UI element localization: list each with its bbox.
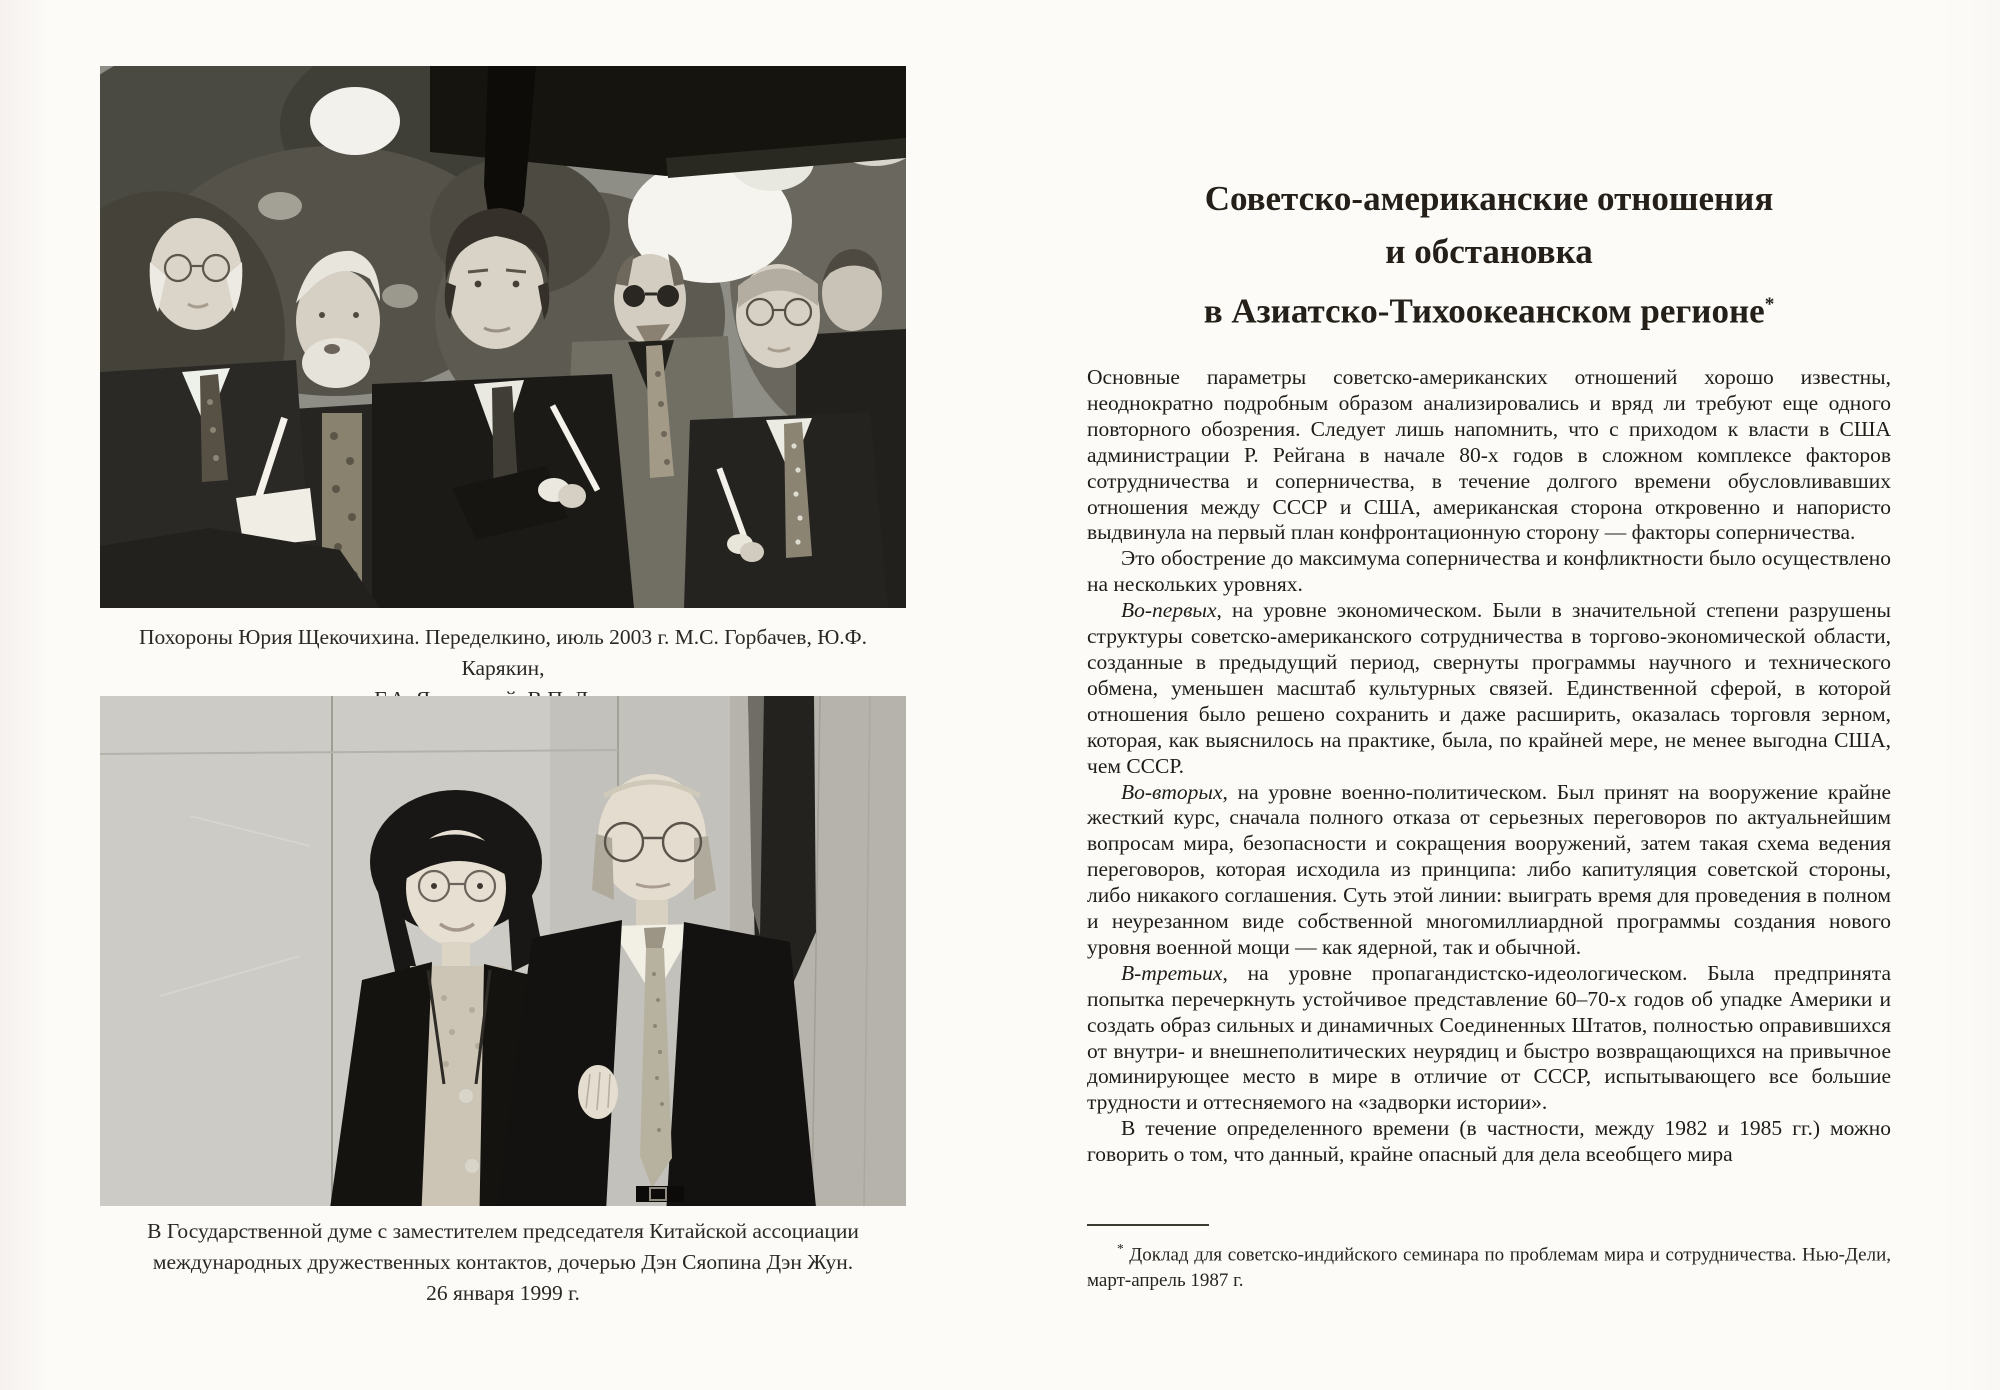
caption-line: В Государственной думе с заместителем председателя Китайской ассоциации [147, 1219, 859, 1243]
caption-line: международных дружественных контактов, дочерью Дэн Сяопина Дэн Жун. [152, 1250, 854, 1274]
paragraph [1087, 598, 1891, 779]
paragraph-text: , на уровне военно-политическом. Был принят на вооружение крайне жесткий курс, сначала полного отказа от серьезных переговоров по актуальнейшим вопросам мира, безопасности и сокращения вооружений, затем такая схема ведения переговоров, которая исходила из принципа: либо капитуляция советской стороны, либо никакого соглашения. Суть этой линии: выиграть время для проведения в полном и неурезанном виде собственной многомиллиардной программы создания нового уровня военной мощи — как ядерной, так и обычной. [1087, 779, 1891, 959]
footnote-marker: * [1117, 1241, 1124, 1256]
paragraph [1087, 365, 1891, 546]
paragraph [1087, 1116, 1891, 1168]
paragraph [1087, 780, 1891, 961]
funeral-photo [100, 66, 906, 608]
title-footnote-marker: * [1764, 294, 1775, 315]
footnote [1087, 1236, 1891, 1294]
paragraph-lead: Во-первых [1121, 598, 1217, 623]
footnote-text: Доклад для советско-индийского семинара по проблемам мира и сотрудничества. Нью-Дели, март-апрель 1987 г. [1087, 1244, 1891, 1292]
duma-photo-image [100, 696, 906, 1206]
paragraph-text: Основные параметры советско-американских отношений хорошо известны, неоднократно подробным образом анализировались и вряд ли требуют еще одного повторного обозрения. Следует лишь напомнить, что с приходом к власти в США администрации Р. Рейгана в начале 80-х годов в сложном комплексе факторов сотрудничества и соперничества, в течение долгого времени обусловливавших отношения между СССР и США, американская сторона откровенно и напористо выдвинула на первый план конфронтационную сторону — факторы соперничества. [1087, 365, 1891, 545]
paragraph-text: Это обострение до максимума соперничества и конфликтности было осуществлено на нескольких уровнях. [1087, 546, 1891, 597]
funeral-photo-image [100, 66, 906, 608]
paragraph [1087, 546, 1891, 598]
paragraph-lead: Во-вторых [1121, 779, 1223, 804]
body-text [1087, 365, 1891, 1168]
duma-photo [100, 696, 906, 1206]
paragraph-lead: В-третьих [1121, 960, 1223, 985]
title-line-1: Советско-американские отношения [1204, 179, 1774, 218]
paragraph [1087, 961, 1891, 1116]
chapter-title [1087, 172, 1891, 338]
caption-line: 26 января 1999 г. [426, 1281, 580, 1305]
duma-photo-caption [100, 1216, 906, 1309]
caption-line: Похороны Юрия Щекочихина. Переделкино, июль 2003 г. М.С. Горбачев, Ю.Ф. Карякин, [138, 625, 868, 680]
footnote-rule [1087, 1224, 1209, 1226]
paragraph-text: , на уровне экономическом. Были в значительной степени разрушены структуры советско-американского сотрудничества в торгово-экономической области, созданные в предыдущий период, свернуты программы научного и технического обмена, уменьшен масштаб культурных связей. Единственной сферой, в которой отношения было решено сохранить и даже расширить, оказалась торговля зерном, которая, как выяснилось на практике, была, по крайней мере, не менее выгодна США, чем СССР. [1087, 598, 1891, 778]
paragraph-text: В течение определенного времени (в частности, между 1982 и 1985 гг.) можно говорить о том, что данный, крайне опасный для дела всеобщего мира [1087, 1116, 1891, 1167]
title-line-2: и обстановка [1385, 232, 1593, 271]
title-line-3: в Азиатско-Тихоокеанском регионе* [1203, 291, 1775, 331]
paragraph-text: , на уровне пропагандистско-идеологическом. Была предпринята попытка перечеркнуть устойчивое представление 60–70-х годов об упадке Америки и создать образ сильных и динамичных Соединенных Штатов, полностью оправившихся от внутри- и внешнеполитических неурядиц и быстро возвращающихся на привычное доминирующее место в мире в отличие от СССР, испытывающего все большие трудности и оттесняемого на «задворки истории». [1087, 960, 1891, 1115]
